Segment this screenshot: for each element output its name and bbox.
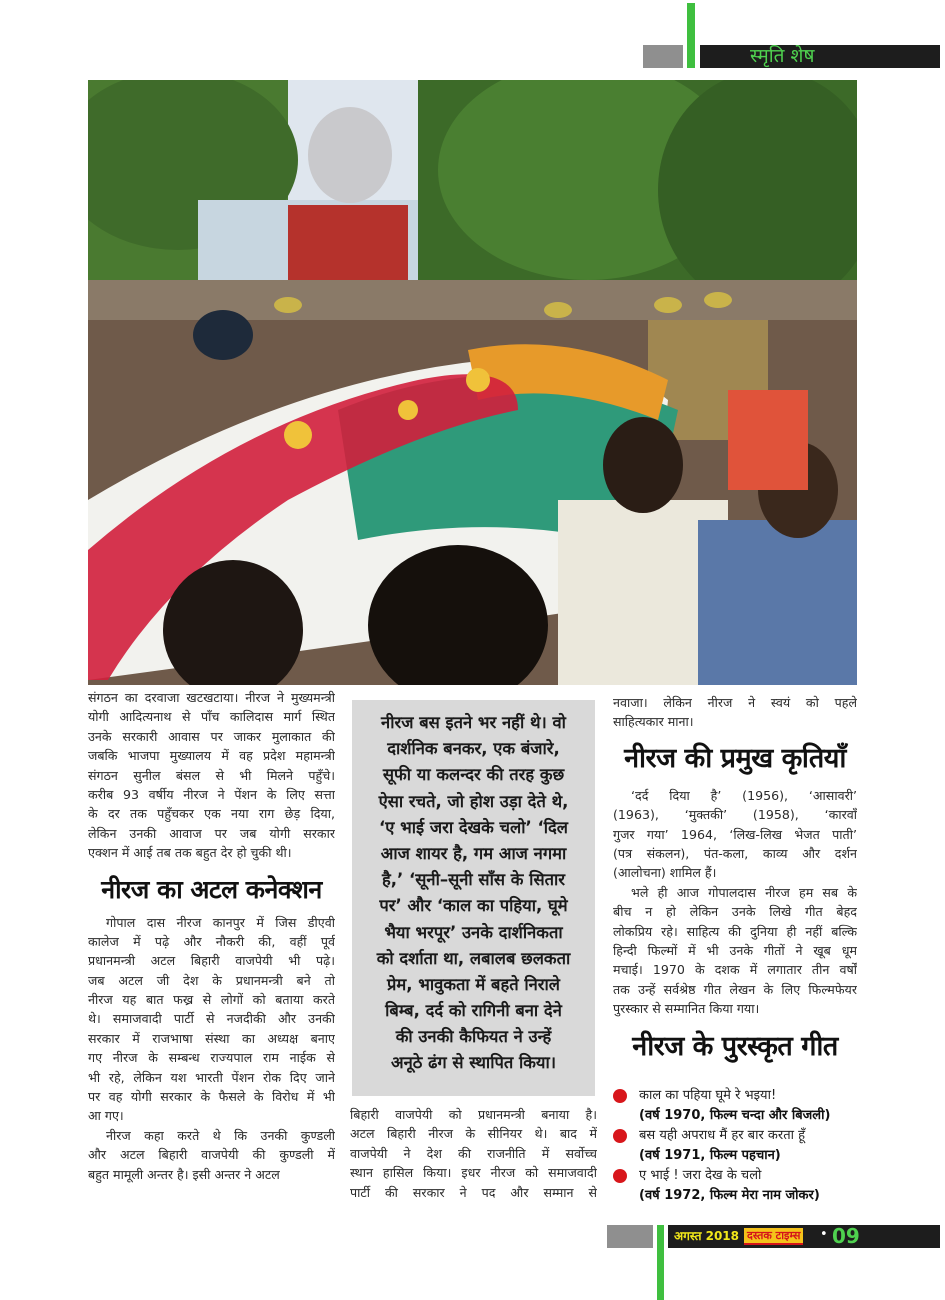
text-line: बीच न हो लेकिन उनके लिखे गीत बेहद [613,904,857,920]
text-line: बहुत मामूली अन्तर है। इसी अन्तर ने अटल [88,1166,280,1182]
quote-line: दार्शनिक बनकर, एक बंजारे, [387,739,560,759]
text-line: नीरज यह बात फख्र से लोगों को बताया करते [88,992,335,1008]
column-3 [613,693,857,1072]
column-2 [350,1105,597,1202]
text-line: जब अटल जी देश के प्रधानमन्त्री बने तो [88,972,335,988]
text-line: कालेज में पढ़े और नौकरी की, वहीं पूर्व [88,933,335,949]
text-line: थे। समाजवादी पार्टी से नजदीकी और उनकी [88,1011,335,1027]
text-line: स्थान हासिल किया। इधर नीरज को समाजवादी [350,1165,597,1181]
quote-line: आज शायर है, गम आज नगमा [380,843,567,863]
text-line: बिहारी वाजपेयी को प्रधानमन्त्री बनाया है। [350,1107,597,1122]
pull-quote-box [352,700,595,1096]
section-label: स्मृति शेष [750,45,815,67]
text-line: और अटल बिहारी वाजपेयी की कुण्डली में [88,1147,335,1163]
quote-line: है,’ ‘सूनी–सूनी साँस के सितार [381,870,566,890]
text-line: तक उन्हें सर्वश्रेष्ठ गीत लेखन के लिए फिल्मफेयर [613,981,857,997]
text-line: गोपाल दास नीरज कानपुर में जिस डीएवी [106,914,335,930]
text-line: लोकप्रिय रहे। साहित्य की दुनिया ही नहीं बल्कि [613,923,857,939]
bullet-icon [613,1169,627,1183]
footer-gray-block [607,1225,653,1248]
song-title: बस यही अपराध मैं हर बार करता हूँ [639,1128,806,1143]
text-line: सरकार में राजभाषा संस्था का अध्यक्ष बनाए [88,1030,335,1046]
text-line: संगठन सुनील बंसल से भी मिलने पहुँचे। [88,767,335,783]
text-line: जबकि भाजपा मुख्यालय में वह प्रदेश महामन्त्री [88,748,335,764]
subheading-major-works: नीरज की प्रमुख कृतियाँ [624,742,846,774]
funeral-photo [88,80,857,685]
quote-line: ऐसा रचते, जो होश उड़ा देते थे, [378,791,569,811]
text-line: नीरज कहा करते थे कि उनकी कुण्डली [106,1127,335,1143]
text-line: भी रहे, लेकिन यश भारती पेंशन रोक दिए जाने [88,1069,335,1085]
footer-bar [668,1225,940,1248]
text-line: हिन्दी फिल्मों में भी उनके गीतों ने खूब धूम [613,942,857,958]
song-title: ए भाई ! जरा देख के चलो [639,1168,762,1183]
text-line: पर वह योगी सरकार के फैसले के विरोध में भी [88,1089,335,1105]
footer-green-bar [657,1225,664,1300]
text-line: मचाई। 1970 के दशक में लगातार तीन वर्षों [613,962,857,978]
song-detail: (वर्ष 1971, फिल्म पहचान) [639,1148,781,1163]
text-line: साहित्यकार माना। [613,714,694,730]
text-line: भले ही आज गोपालदास नीरज हम सब के [631,884,857,900]
text-line: गुजर गया’ 1964, ‘लिख-लिख भेजत पाती’ [613,826,857,842]
quote-line: नीरज बस इतने भर नहीं थे। वो [381,713,566,732]
award-song-item [613,1126,863,1166]
quote-line: को दर्शाता था, लबालब छलकता [376,948,571,968]
quote-line: सूफी या कलन्दर की तरह कुछ [382,765,565,785]
person-blue-shirt [698,520,857,685]
quote-line: की उनकी कैफियत ने उन्हें [395,1027,552,1047]
text-line: (1963), ‘मुक्तकी’ (1958), ‘कारवाँ [613,807,857,823]
paragraph [613,786,857,883]
quote-line: भैया भरपूर’ उनके दार्शनिकता [384,922,563,942]
text-line: योगी आदित्यनाथ से पाँच कालिदास मार्ग स्थित [88,709,335,725]
text-line: उनके सरकारी आवास पर जाकर मुलाकात की [88,728,335,744]
pull-quote [352,700,595,1077]
text-line: लेकिन उनकी आवाज पर जब योगी सरकार [88,825,335,841]
bullet-icon [613,1129,627,1143]
quote-line: पर’ और ‘काल का पहिया, घूमे [379,896,568,916]
turban [193,310,253,360]
person-orange-shirt [728,390,808,490]
photo-illustration [88,80,857,685]
quote-line: प्रेम, भावुकता में बहते निराले [387,974,560,994]
award-songs-list [613,1086,863,1206]
text-line: (आलोचना) शामिल हैं। [613,865,717,881]
text-line: नवाजा। लेकिन नीरज ने स्वयं को पहले [613,695,857,710]
bullet-icon [613,1089,627,1103]
section-header [700,45,940,68]
column-1 [88,688,335,1184]
subheading-atal-connection: नीरज का अटल कनेक्शन [101,874,322,904]
subheading-award-songs: नीरज के पुरस्कृत गीत [632,1031,838,1063]
text-line: (पत्र संकलन), पंत-कला, काव्य और दर्शन [613,845,857,861]
award-song-item [613,1086,863,1126]
award-song-item [613,1166,863,1206]
quote-line: बिम्ब, दर्द को रागिनी बना देने [385,1001,562,1021]
text-line: गए नीरज के सम्बन्ध राज्यपाल राम नाईक से [88,1050,335,1066]
paragraph [88,688,335,863]
header-green-bar [687,3,695,68]
song-detail: (वर्ष 1970, फिल्म चन्दा और बिजली) [639,1108,831,1123]
quote-line: ‘ए भाई जरा देखके चलो’ ‘दिल [379,817,568,837]
text-line: ‘दर्द दिया है’ (1956), ‘आसावरी’ [631,787,857,803]
text-line: अटल बिहारी नीरज के सीनियर थे। बाद में [350,1126,597,1142]
text-line: करीब 93 वर्षीय नीरज ने पेंशन के लिए सत्ता [88,786,335,802]
paragraph [88,913,335,1126]
text-line: पुरस्कार से सम्मानित किया गया। [613,1001,760,1017]
text-line: पार्टी की सरकार ने पद और सम्मान से [350,1184,597,1200]
paragraph [613,693,857,732]
dome [308,107,392,203]
magazine-logo: दस्तक टाइम्स [744,1228,803,1245]
text-line: वाजपेयी ने देश की राजनीति में सर्वोच्च [350,1145,597,1161]
paragraph [88,1126,335,1184]
header-gray-block [643,45,683,68]
song-title: काल का पहिया घूमे रे भइया! [639,1088,777,1103]
text-line: एक्शन में आई तब तक बहुत देर हो चुकी थी। [88,845,292,861]
song-detail: (वर्ष 1972, फिल्म मेरा नाम जोकर) [639,1188,820,1203]
text-line: प्रधानमन्त्री अटल बिहारी वाजपेयी भी पढ़े। [88,953,335,969]
page-number: 09 [832,1224,860,1248]
text-line: आ गए। [88,1108,124,1124]
text-line: के दर तक पहुँचकर एक नया राग छेड़ दिया, [88,806,335,822]
issue-month: अगस्त 2018 [674,1229,740,1243]
separator-dot: • [820,1227,828,1242]
paragraph [350,1105,597,1202]
text-line: संगठन का दरवाजा खटखटाया। नीरज ने मुख्यमन्त्री [88,690,335,705]
quote-line: अनूठे ढंग से स्थापित किया। [390,1053,557,1073]
paragraph [613,883,857,1019]
